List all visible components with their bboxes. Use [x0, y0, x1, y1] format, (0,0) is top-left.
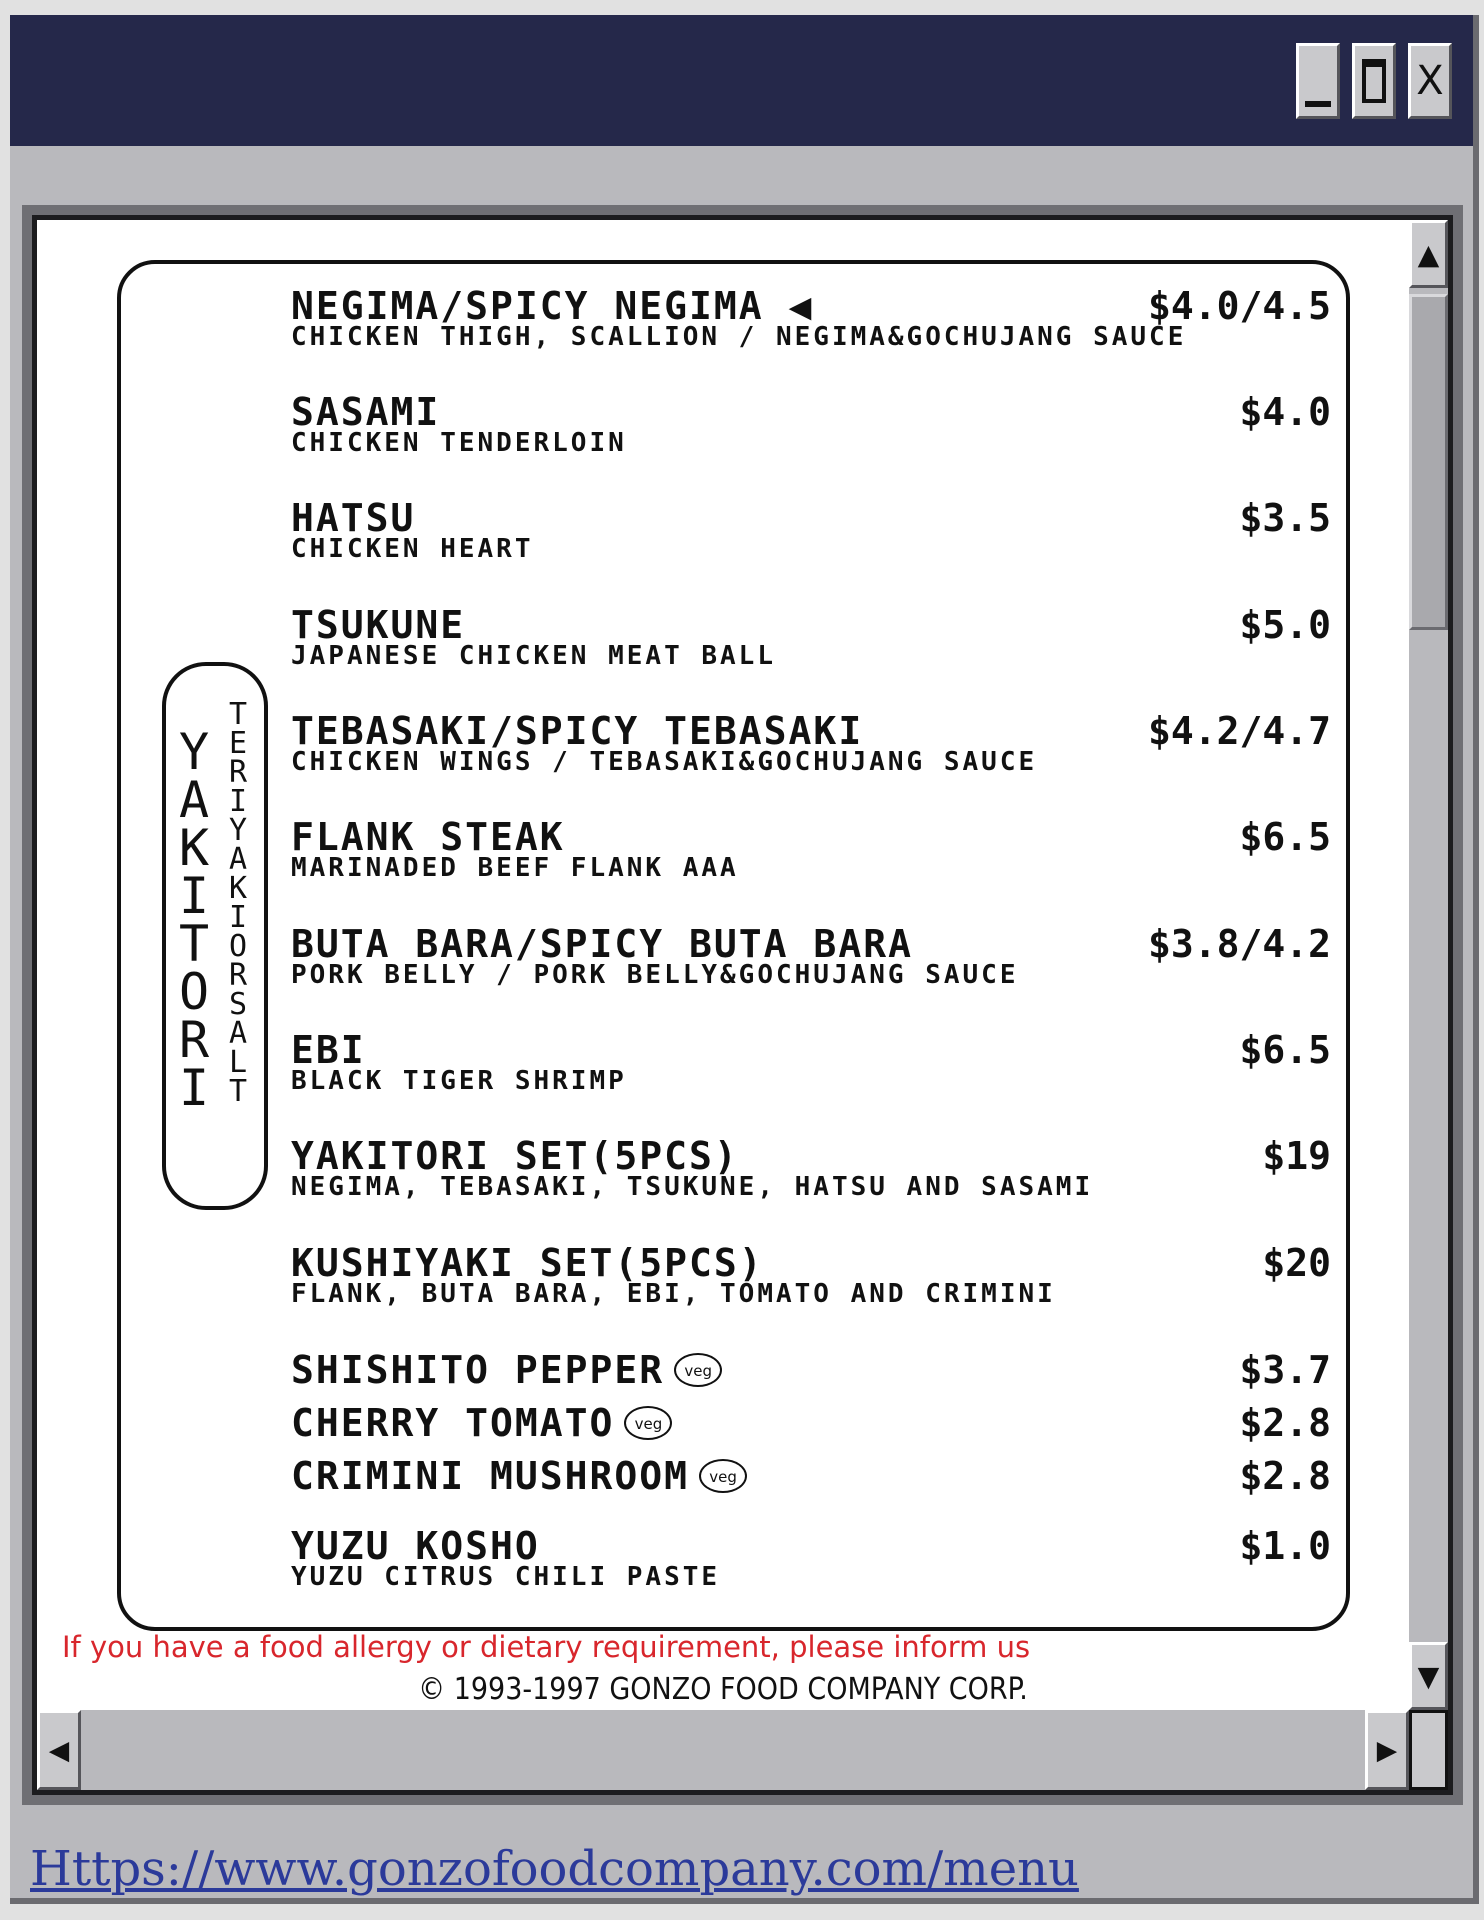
menu-url-link[interactable]: Https://www.gonzofoodcompany.com/menu — [30, 1841, 1079, 1897]
minimize-icon — [1305, 101, 1331, 107]
item-name: SASAMI — [291, 390, 441, 434]
item-name: HATSU — [291, 496, 416, 540]
section-title: YAKITORI — [178, 723, 210, 1117]
item-price: $3.7 — [1239, 1348, 1331, 1392]
item-price: $4.0 — [1239, 390, 1331, 434]
item-price: $4.2/4.7 — [1147, 709, 1331, 753]
item-price: $1.0 — [1239, 1524, 1331, 1568]
item-name: EBI — [291, 1028, 366, 1072]
item-description: CHICKEN TENDERLOIN — [291, 428, 627, 458]
item-price: $3.8/4.2 — [1147, 922, 1331, 966]
item-description: CHICKEN WINGS / TEBASAKI&GOCHUJANG SAUCE — [291, 747, 1038, 777]
allergy-notice: If you have a food allergy or dietary requirement, please inform us — [62, 1630, 1031, 1664]
item-price: $3.5 — [1239, 496, 1331, 540]
item-price: $4.0/4.5 — [1147, 284, 1331, 328]
arrow-up-icon: ▲ — [1417, 233, 1440, 275]
item-price: $2.8 — [1239, 1401, 1331, 1445]
close-icon: X — [1416, 58, 1444, 104]
veg-badge: veg — [624, 1406, 672, 1440]
veg-badge: veg — [674, 1353, 722, 1387]
item-name: CHERRY TOMATO veg — [291, 1401, 672, 1445]
item-description: MARINADED BEEF FLANK AAA — [291, 853, 739, 883]
viewport — [32, 215, 1453, 1795]
item-description: NEGIMA, TEBASAKI, TSUKUNE, HATSU AND SASAMI — [291, 1172, 1094, 1202]
close-button[interactable] — [1408, 43, 1452, 119]
item-name: KUSHIYAKI SET(5PCS) — [291, 1241, 764, 1285]
section-label-pill — [162, 662, 268, 1210]
item-description: JAPANESE CHICKEN MEAT BALL — [291, 641, 776, 671]
scroll-left-button[interactable] — [37, 1710, 81, 1790]
item-price: $19 — [1262, 1134, 1331, 1178]
arrow-right-icon: ▶ — [1376, 1730, 1398, 1770]
browser-window — [10, 15, 1479, 1904]
title-bar — [10, 15, 1473, 146]
scroll-right-button[interactable] — [1365, 1710, 1409, 1790]
scroll-down-button[interactable] — [1409, 1642, 1448, 1710]
item-description: BLACK TIGER SHRIMP — [291, 1066, 627, 1096]
item-description: FLANK, BUTA BARA, EBI, TOMATO AND CRIMINI — [291, 1279, 1056, 1309]
maximize-button[interactable] — [1352, 43, 1396, 119]
item-name: CRIMINI MUSHROOM veg — [291, 1454, 747, 1498]
item-price: $20 — [1262, 1241, 1331, 1285]
item-name: TEBASAKI/SPICY TEBASAKI — [291, 709, 864, 753]
scroll-up-button[interactable] — [1409, 220, 1448, 288]
item-name: FLANK STEAK — [291, 815, 565, 859]
menu-panel — [117, 260, 1350, 1631]
section-subtitle: TERIYAKI OR SALT — [228, 697, 248, 1109]
vertical-scrollbar[interactable] — [1409, 220, 1448, 1710]
scroll-thumb[interactable] — [1409, 294, 1448, 630]
item-price: $6.5 — [1239, 815, 1331, 859]
item-description: YUZU CITRUS CHILI PASTE — [291, 1562, 721, 1592]
item-description: CHICKEN THIGH, SCALLION / NEGIMA&GOCHUJANG SAUCE — [291, 322, 1187, 352]
viewport-frame — [22, 205, 1463, 1805]
veg-badge: veg — [699, 1459, 747, 1493]
item-name: YUZU KOSHO — [291, 1524, 540, 1568]
item-price: $5.0 — [1239, 603, 1331, 647]
item-name: NEGIMA/SPICY NEGIMA ◀ — [291, 284, 814, 328]
item-description: CHICKEN HEART — [291, 534, 534, 564]
menu-page — [37, 220, 1409, 1710]
item-price: $6.5 — [1239, 1028, 1331, 1072]
copyright: © 1993-1997 GONZO FOOD COMPANY CORP. — [418, 1672, 1028, 1707]
item-price: $2.8 — [1239, 1454, 1331, 1498]
horizontal-scrollbar[interactable] — [37, 1710, 1409, 1790]
item-name: YAKITORI SET(5PCS) — [291, 1134, 739, 1178]
item-name: SHISHITO PEPPER veg — [291, 1348, 722, 1392]
scrollbar-corner — [1409, 1710, 1448, 1790]
item-name: BUTA BARA/SPICY BUTA BARA — [291, 922, 913, 966]
item-description: PORK BELLY / PORK BELLY&GOCHUJANG SAUCE — [291, 960, 1019, 990]
maximize-icon — [1362, 59, 1386, 103]
item-name: TSUKUNE — [291, 603, 466, 647]
minimize-button[interactable] — [1296, 43, 1340, 119]
arrow-left-icon: ◀ — [48, 1730, 70, 1770]
arrow-down-icon: ▼ — [1417, 1655, 1440, 1697]
